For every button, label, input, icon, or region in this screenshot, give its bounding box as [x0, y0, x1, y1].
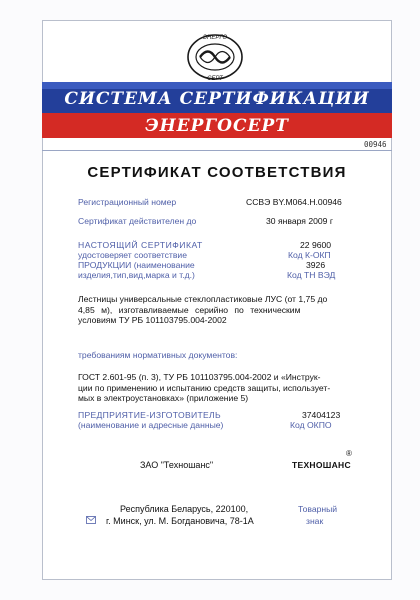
product-line-3: условиям ТУ РБ 101103795.004-2002 — [78, 315, 227, 325]
serial-number: 00946 — [364, 140, 387, 149]
banner-line-2: ЭНЕРГОСЕРТ — [145, 116, 289, 136]
trademark-label-1: Товарный — [298, 504, 338, 514]
okp-code-value: 22 9600 — [300, 240, 332, 250]
trademark-logo: ТЕХНОШАНС — [292, 460, 351, 470]
registration-label: Регистрационный номер — [78, 197, 177, 207]
address-line-1: Республика Беларусь, 220100, — [120, 504, 249, 514]
product-line-1: Лестницы универсальные стеклопластиковые ЛУС (от 1,75 до — [78, 294, 328, 304]
registered-mark: ® — [346, 449, 352, 458]
address-line-2: г. Минск, ул. М. Богдановича, 78-1А — [106, 516, 254, 526]
certify-line-3: ПРОДУКЦИИ (наименование — [78, 260, 195, 270]
okpo-code-label: Код ОКПО — [290, 420, 332, 430]
manufacturer-sublabel: (наименование и адресные данные) — [78, 420, 224, 430]
trademark-label-2: знак — [306, 516, 324, 526]
okp-code-label: Код К-ОКП — [288, 250, 331, 260]
valid-until-value: 30 января 2009 г — [266, 216, 333, 226]
banner-line-1: СИСТЕМА СЕРТИФИКАЦИИ — [64, 89, 370, 109]
valid-until-label: Сертификат действителен до — [78, 216, 197, 226]
certify-line-2: удостоверяет соответствие — [78, 250, 188, 260]
okpo-code-value: 37404123 — [302, 410, 341, 420]
certify-line-4: изделия,тип,вид,марка и т.д.) — [78, 270, 195, 280]
tnved-code-value: 3926 — [306, 260, 326, 270]
norms-line-1: ГОСТ 2.601-95 (п. 3), ТУ РБ 101103795.004-2002 и «Инструк- — [78, 372, 321, 382]
emblem-bottom-text: СЕРТ — [207, 76, 223, 82]
norms-label: требованиям нормативных документов: — [78, 350, 238, 360]
norms-line-3: мых в электроустановках» (приложение 5) — [78, 393, 249, 403]
emblem-top-text: ЭНЕРГО — [202, 35, 228, 41]
manufacturer-name: ЗАО "Техношанс" — [140, 460, 214, 470]
product-line-2: 4,85 м), изготавливаемые серийно по техническим — [78, 304, 301, 315]
registration-value: ССВЭ BY.М064.Н.00946 — [246, 197, 342, 207]
tnved-code-label: Код ТН ВЭД — [287, 270, 336, 280]
certify-line-1: НАСТОЯЩИЙ СЕРТИФИКАТ — [78, 240, 203, 250]
norms-line-2: ции по применению и испытанию средств защиты, использует- — [78, 382, 331, 393]
envelope-icon — [86, 516, 96, 524]
page-title: СЕРТИФИКАТ СООТВЕТСТВИЯ — [87, 164, 347, 181]
banner-top-stripe — [42, 82, 392, 89]
manufacturer-label: ПРЕДПРИЯТИЕ-ИЗГОТОВИТЕЛЬ — [78, 410, 221, 420]
divider — [42, 150, 392, 151]
energosert-emblem-icon — [186, 30, 244, 84]
